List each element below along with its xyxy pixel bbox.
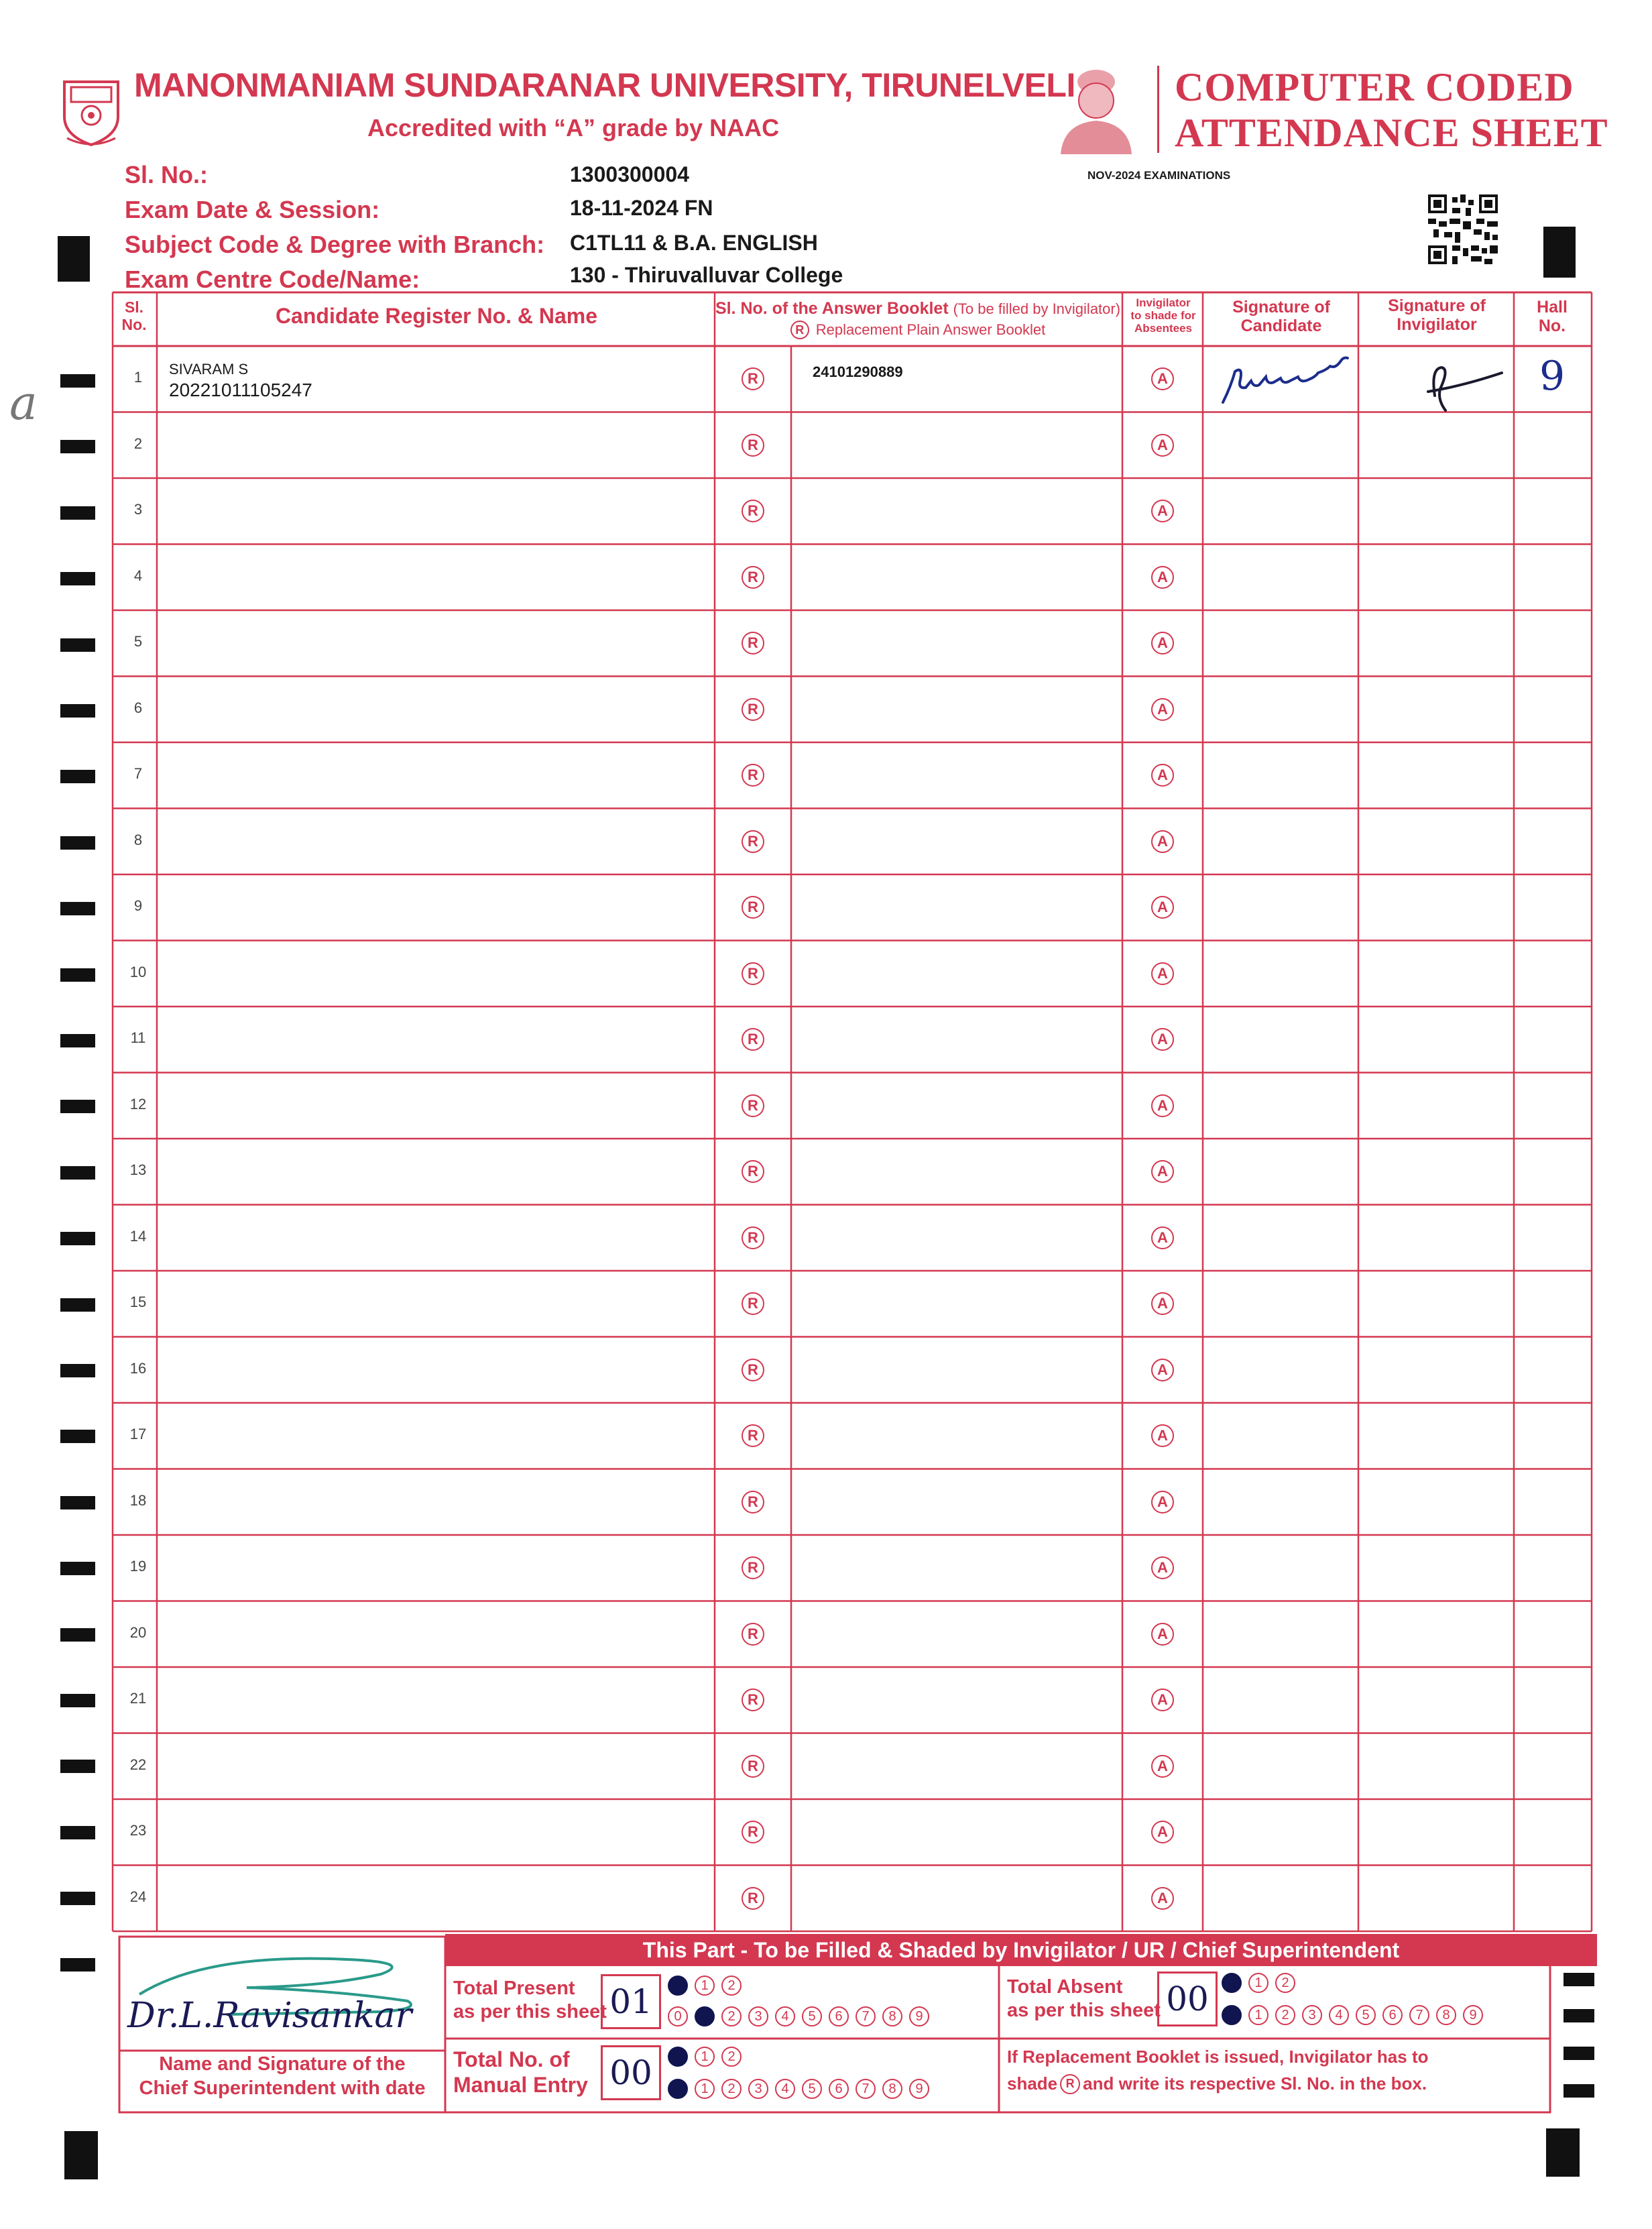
row-sl-no: 8 — [133, 831, 143, 848]
row-sl-no: 19 — [129, 1558, 147, 1575]
timing-mark — [64, 2131, 98, 2179]
timing-mark — [60, 1562, 95, 1575]
answer-booklet-no: 24101290889 — [813, 363, 903, 380]
timing-mark — [60, 1430, 95, 1443]
digit-bubble[interactable] — [1222, 1973, 1242, 1993]
absent-bubble[interactable]: A — [1151, 1359, 1174, 1381]
row-sl-no: 9 — [133, 897, 143, 914]
manual-entry-unit-bubbles[interactable] — [668, 2079, 929, 2099]
manual-entry-box[interactable]: 00 — [601, 2045, 661, 2100]
timing-mark — [60, 1826, 95, 1839]
timing-mark — [60, 1034, 95, 1047]
replacement-symbol: R — [790, 321, 809, 339]
row-sl-no: 10 — [129, 963, 147, 980]
timing-mark — [60, 902, 95, 915]
digit-bubble[interactable]: 4 — [1329, 2005, 1349, 2025]
row-sl-no: 5 — [133, 633, 143, 650]
header-invigilator-shade: Invigilator to shade for Absentees — [1130, 296, 1196, 335]
subject-value: C1TL11 & B.A. ENGLISH — [570, 231, 818, 255]
manual-entry-label: Total No. of Manual Entry — [453, 2047, 588, 2098]
replacement-bubble[interactable]: R — [742, 896, 764, 919]
total-absent-box[interactable]: 00 — [1157, 1971, 1218, 2026]
candidate-name: SIVARAM S — [169, 361, 249, 378]
digit-bubble[interactable]: 3 — [748, 2006, 768, 2026]
digit-bubble[interactable]: 9 — [909, 2079, 929, 2099]
digit-bubble[interactable] — [1222, 2005, 1242, 2025]
digit-bubble[interactable] — [668, 2079, 688, 2099]
centre-label: Exam Centre Code/Name: — [125, 266, 420, 293]
sheet-title-line1: COMPUTER CODED — [1175, 65, 1574, 109]
timing-mark — [60, 572, 95, 585]
absent-bubble[interactable]: A — [1151, 962, 1174, 985]
row-sl-no: 22 — [129, 1756, 147, 1773]
timing-mark — [1543, 227, 1576, 278]
absent-bubble[interactable]: A — [1151, 1755, 1174, 1778]
digit-bubble[interactable]: 2 — [721, 1976, 742, 1996]
absent-bubble[interactable]: A — [1151, 1424, 1174, 1447]
digit-bubble[interactable]: 1 — [695, 2047, 715, 2067]
digit-bubble[interactable]: 7 — [856, 2079, 876, 2099]
hall-no-value: 9 — [1539, 353, 1566, 400]
margin-handwritten-mark: a — [9, 376, 38, 431]
chief-superintendent-name: Dr.L.Ravisankar — [127, 1996, 412, 2036]
digit-bubble[interactable]: 2 — [721, 2047, 742, 2067]
digit-bubble[interactable] — [668, 2047, 688, 2067]
row-sl-no: 20 — [129, 1623, 147, 1641]
total-present-tens-bubbles[interactable] — [668, 1976, 742, 1996]
row-sl-no: 14 — [129, 1227, 147, 1245]
manual-entry-tens-bubbles[interactable] — [668, 2047, 742, 2067]
digit-bubble[interactable]: 3 — [1302, 2005, 1322, 2025]
centre-value: 130 - Thiruvalluvar College — [570, 263, 843, 287]
timing-mark — [60, 1232, 95, 1245]
timing-mark — [60, 1694, 95, 1707]
absent-bubble[interactable]: A — [1151, 1821, 1174, 1843]
digit-bubble[interactable]: 3 — [748, 2079, 768, 2099]
row-sl-no: 21 — [129, 1690, 147, 1707]
timing-mark — [60, 1892, 95, 1905]
row-sl-no: 4 — [133, 567, 143, 584]
digit-bubble[interactable]: 8 — [882, 2079, 902, 2099]
digit-bubble[interactable]: 0 — [668, 2006, 688, 2026]
absent-bubble[interactable]: A — [1151, 1094, 1174, 1117]
timing-mark — [60, 440, 95, 453]
replacement-bubble[interactable]: R — [742, 566, 764, 589]
digit-bubble[interactable]: 1 — [695, 1976, 715, 1996]
row-sl-no: 24 — [129, 1888, 147, 1905]
absent-bubble[interactable]: A — [1151, 1160, 1174, 1183]
replacement-bubble[interactable]: R — [742, 1160, 764, 1183]
digit-bubble[interactable]: 9 — [1463, 2005, 1483, 2025]
digit-bubble[interactable]: 8 — [882, 2006, 902, 2026]
timing-mark — [60, 1628, 95, 1642]
replacement-note-line1: If Replacement Booklet is issued, Invigilator has to — [1007, 2047, 1429, 2067]
digit-bubble[interactable]: 4 — [775, 2079, 795, 2099]
replacement-bubble[interactable]: R — [742, 1359, 764, 1381]
sheet-title-line2: ATTENDANCE SHEET — [1175, 111, 1608, 155]
absent-bubble[interactable]: A — [1151, 1623, 1174, 1646]
total-absent-label: Total Absent as per this sheet — [1007, 1976, 1161, 2021]
digit-bubble[interactable]: 5 — [802, 2079, 822, 2099]
row-sl-no: 23 — [129, 1822, 147, 1839]
replacement-bubble[interactable]: R — [742, 632, 764, 654]
row-sl-no: 6 — [133, 699, 143, 716]
digit-bubble[interactable]: 4 — [775, 2006, 795, 2026]
sl-no-label: Sl. No.: — [125, 161, 208, 188]
header-signature-invigilator: Signature of Invigilator — [1388, 296, 1486, 334]
chief-superintendent-label: Name and Signature of the Chief Superintendent with date — [139, 2053, 426, 2100]
digit-bubble[interactable]: 1 — [1248, 2005, 1268, 2025]
timing-mark — [58, 236, 90, 282]
replacement-bubble[interactable]: R — [742, 434, 764, 457]
total-absent-tens-bubbles[interactable] — [1222, 1973, 1295, 1993]
replacement-bubble[interactable]: R — [742, 1028, 764, 1051]
replacement-bubble[interactable]: R — [742, 367, 764, 390]
timing-mark — [60, 638, 95, 652]
replacement-note-line2: shade R and write its respective Sl. No. in the box. — [1007, 2073, 1427, 2094]
replacement-bubble[interactable]: R — [742, 1292, 764, 1315]
digit-bubble[interactable]: 6 — [829, 2006, 849, 2026]
absent-bubble[interactable]: A — [1151, 367, 1174, 390]
absent-bubble[interactable]: A — [1151, 1292, 1174, 1315]
replacement-bubble[interactable]: R — [742, 1755, 764, 1778]
timing-mark — [60, 836, 95, 850]
timing-mark — [60, 374, 95, 388]
timing-mark — [1564, 2009, 1594, 2022]
digit-bubble[interactable]: 2 — [721, 2006, 742, 2026]
digit-bubble[interactable]: 6 — [829, 2079, 849, 2099]
timing-mark — [60, 704, 95, 718]
digit-bubble[interactable]: 9 — [909, 2006, 929, 2026]
row-sl-no: 3 — [133, 501, 143, 518]
total-absent-unit-bubbles[interactable] — [1222, 2005, 1483, 2025]
replacement-bubble[interactable]: R — [742, 1556, 764, 1579]
row-sl-no: 17 — [129, 1426, 147, 1442]
digit-bubble[interactable]: 7 — [1409, 2005, 1429, 2025]
candidate-register-no: 20221011105247 — [169, 380, 312, 400]
row-sl-no: 18 — [129, 1491, 147, 1509]
absent-bubble[interactable]: A — [1151, 500, 1174, 522]
header-hall-no: Hall No. — [1537, 298, 1568, 335]
absent-bubble[interactable]: A — [1151, 434, 1174, 457]
digit-bubble[interactable]: 1 — [1248, 1973, 1268, 1993]
digit-bubble[interactable] — [668, 1976, 688, 1996]
absent-bubble[interactable]: A — [1151, 566, 1174, 589]
timing-mark — [1564, 1973, 1594, 1986]
university-name: MANONMANIAM SUNDARANAR UNIVERSITY, TIRUNELVELI — [134, 66, 1075, 104]
header-sl: Sl. No. — [121, 298, 147, 333]
timing-mark — [60, 1100, 95, 1113]
row-sl-no: 15 — [129, 1294, 147, 1310]
header-candidate: Candidate Register No. & Name — [275, 304, 598, 328]
header-booklet-sub: R Replacement Plain Answer Booklet — [715, 321, 1121, 339]
timing-mark — [60, 1166, 95, 1180]
replacement-bubble[interactable]: R — [742, 500, 764, 522]
absent-bubble[interactable]: A — [1151, 1556, 1174, 1579]
absent-bubble[interactable]: A — [1151, 830, 1174, 853]
replacement-symbol-note: R — [1060, 2074, 1080, 2094]
exam-session-label: NOV-2024 EXAMINATIONS — [1087, 169, 1231, 182]
timing-mark — [1564, 2047, 1594, 2060]
replacement-bubble[interactable]: R — [742, 1491, 764, 1513]
total-present-label: Total Present as per this sheet — [453, 1978, 607, 2022]
footer-banner: This Part - To be Filled & Shaded by Invigilator / UR / Chief Superintendent — [445, 1934, 1597, 1966]
timing-mark — [60, 1958, 95, 1971]
absent-bubble[interactable]: A — [1151, 1028, 1174, 1051]
digit-bubble[interactable]: 6 — [1382, 2005, 1403, 2025]
total-present-box[interactable]: 01 — [601, 1974, 661, 2029]
sl-no-value: 1300300004 — [570, 162, 689, 186]
timing-mark — [60, 1298, 95, 1312]
digit-bubble[interactable]: 1 — [695, 2079, 715, 2099]
header-signature-candidate: Signature of Candidate — [1232, 298, 1330, 335]
timing-mark — [60, 1496, 95, 1509]
digit-bubble[interactable]: 5 — [1356, 2005, 1376, 2025]
exam-date-label: Exam Date & Session: — [125, 196, 380, 223]
row-sl-no: 1 — [133, 369, 143, 386]
absent-bubble[interactable]: A — [1151, 1689, 1174, 1711]
row-sl-no: 13 — [129, 1161, 147, 1178]
timing-mark — [60, 506, 95, 520]
timing-mark — [1546, 2128, 1580, 2177]
replacement-bubble[interactable]: R — [742, 1887, 764, 1910]
replacement-bubble[interactable]: R — [742, 1424, 764, 1447]
row-sl-no: 7 — [133, 765, 143, 782]
timing-mark — [60, 968, 95, 982]
row-sl-no: 16 — [129, 1359, 147, 1377]
replacement-bubble[interactable]: R — [742, 1226, 764, 1249]
timing-mark — [60, 1364, 95, 1377]
row-sl-no: 2 — [133, 435, 143, 452]
row-sl-no: 11 — [130, 1029, 146, 1046]
exam-date-value: 18-11-2024 FN — [570, 196, 713, 220]
replacement-bubble[interactable]: R — [742, 698, 764, 721]
digit-bubble[interactable]: 8 — [1436, 2005, 1456, 2025]
absent-bubble[interactable]: A — [1151, 1491, 1174, 1513]
timing-mark — [1564, 2084, 1594, 2098]
absent-bubble[interactable]: A — [1151, 632, 1174, 654]
replacement-bubble[interactable]: R — [742, 830, 764, 853]
replacement-bubble[interactable]: R — [742, 1094, 764, 1117]
digit-bubble[interactable]: 2 — [1275, 1973, 1295, 1993]
row-sl-no: 12 — [129, 1095, 147, 1112]
replacement-bubble[interactable]: R — [742, 1689, 764, 1711]
replacement-bubble[interactable]: R — [742, 1623, 764, 1646]
timing-mark — [60, 1760, 95, 1773]
replacement-bubble[interactable]: R — [742, 1821, 764, 1843]
digit-bubble[interactable]: 7 — [856, 2006, 876, 2026]
absent-bubble[interactable]: A — [1151, 1226, 1174, 1249]
digit-bubble[interactable]: 5 — [802, 2006, 822, 2026]
absent-bubble[interactable]: A — [1151, 896, 1174, 919]
absent-bubble[interactable]: A — [1151, 764, 1174, 787]
total-present-unit-bubbles[interactable] — [668, 2006, 929, 2026]
accreditation: Accredited with “A” grade by NAAC — [367, 114, 780, 141]
timing-mark — [60, 770, 95, 783]
subject-label: Subject Code & Degree with Branch: — [125, 231, 545, 258]
digit-bubble[interactable]: 2 — [1275, 2005, 1295, 2025]
digit-bubble[interactable] — [695, 2006, 715, 2026]
absent-bubble[interactable]: A — [1151, 1887, 1174, 1910]
header-booklet: Sl. No. of the Answer Booklet (To be filled by Invigilator) — [715, 299, 1121, 318]
digit-bubble[interactable]: 2 — [721, 2079, 742, 2099]
replacement-bubble[interactable]: R — [742, 962, 764, 985]
absent-bubble[interactable]: A — [1151, 698, 1174, 721]
replacement-bubble[interactable]: R — [742, 764, 764, 787]
